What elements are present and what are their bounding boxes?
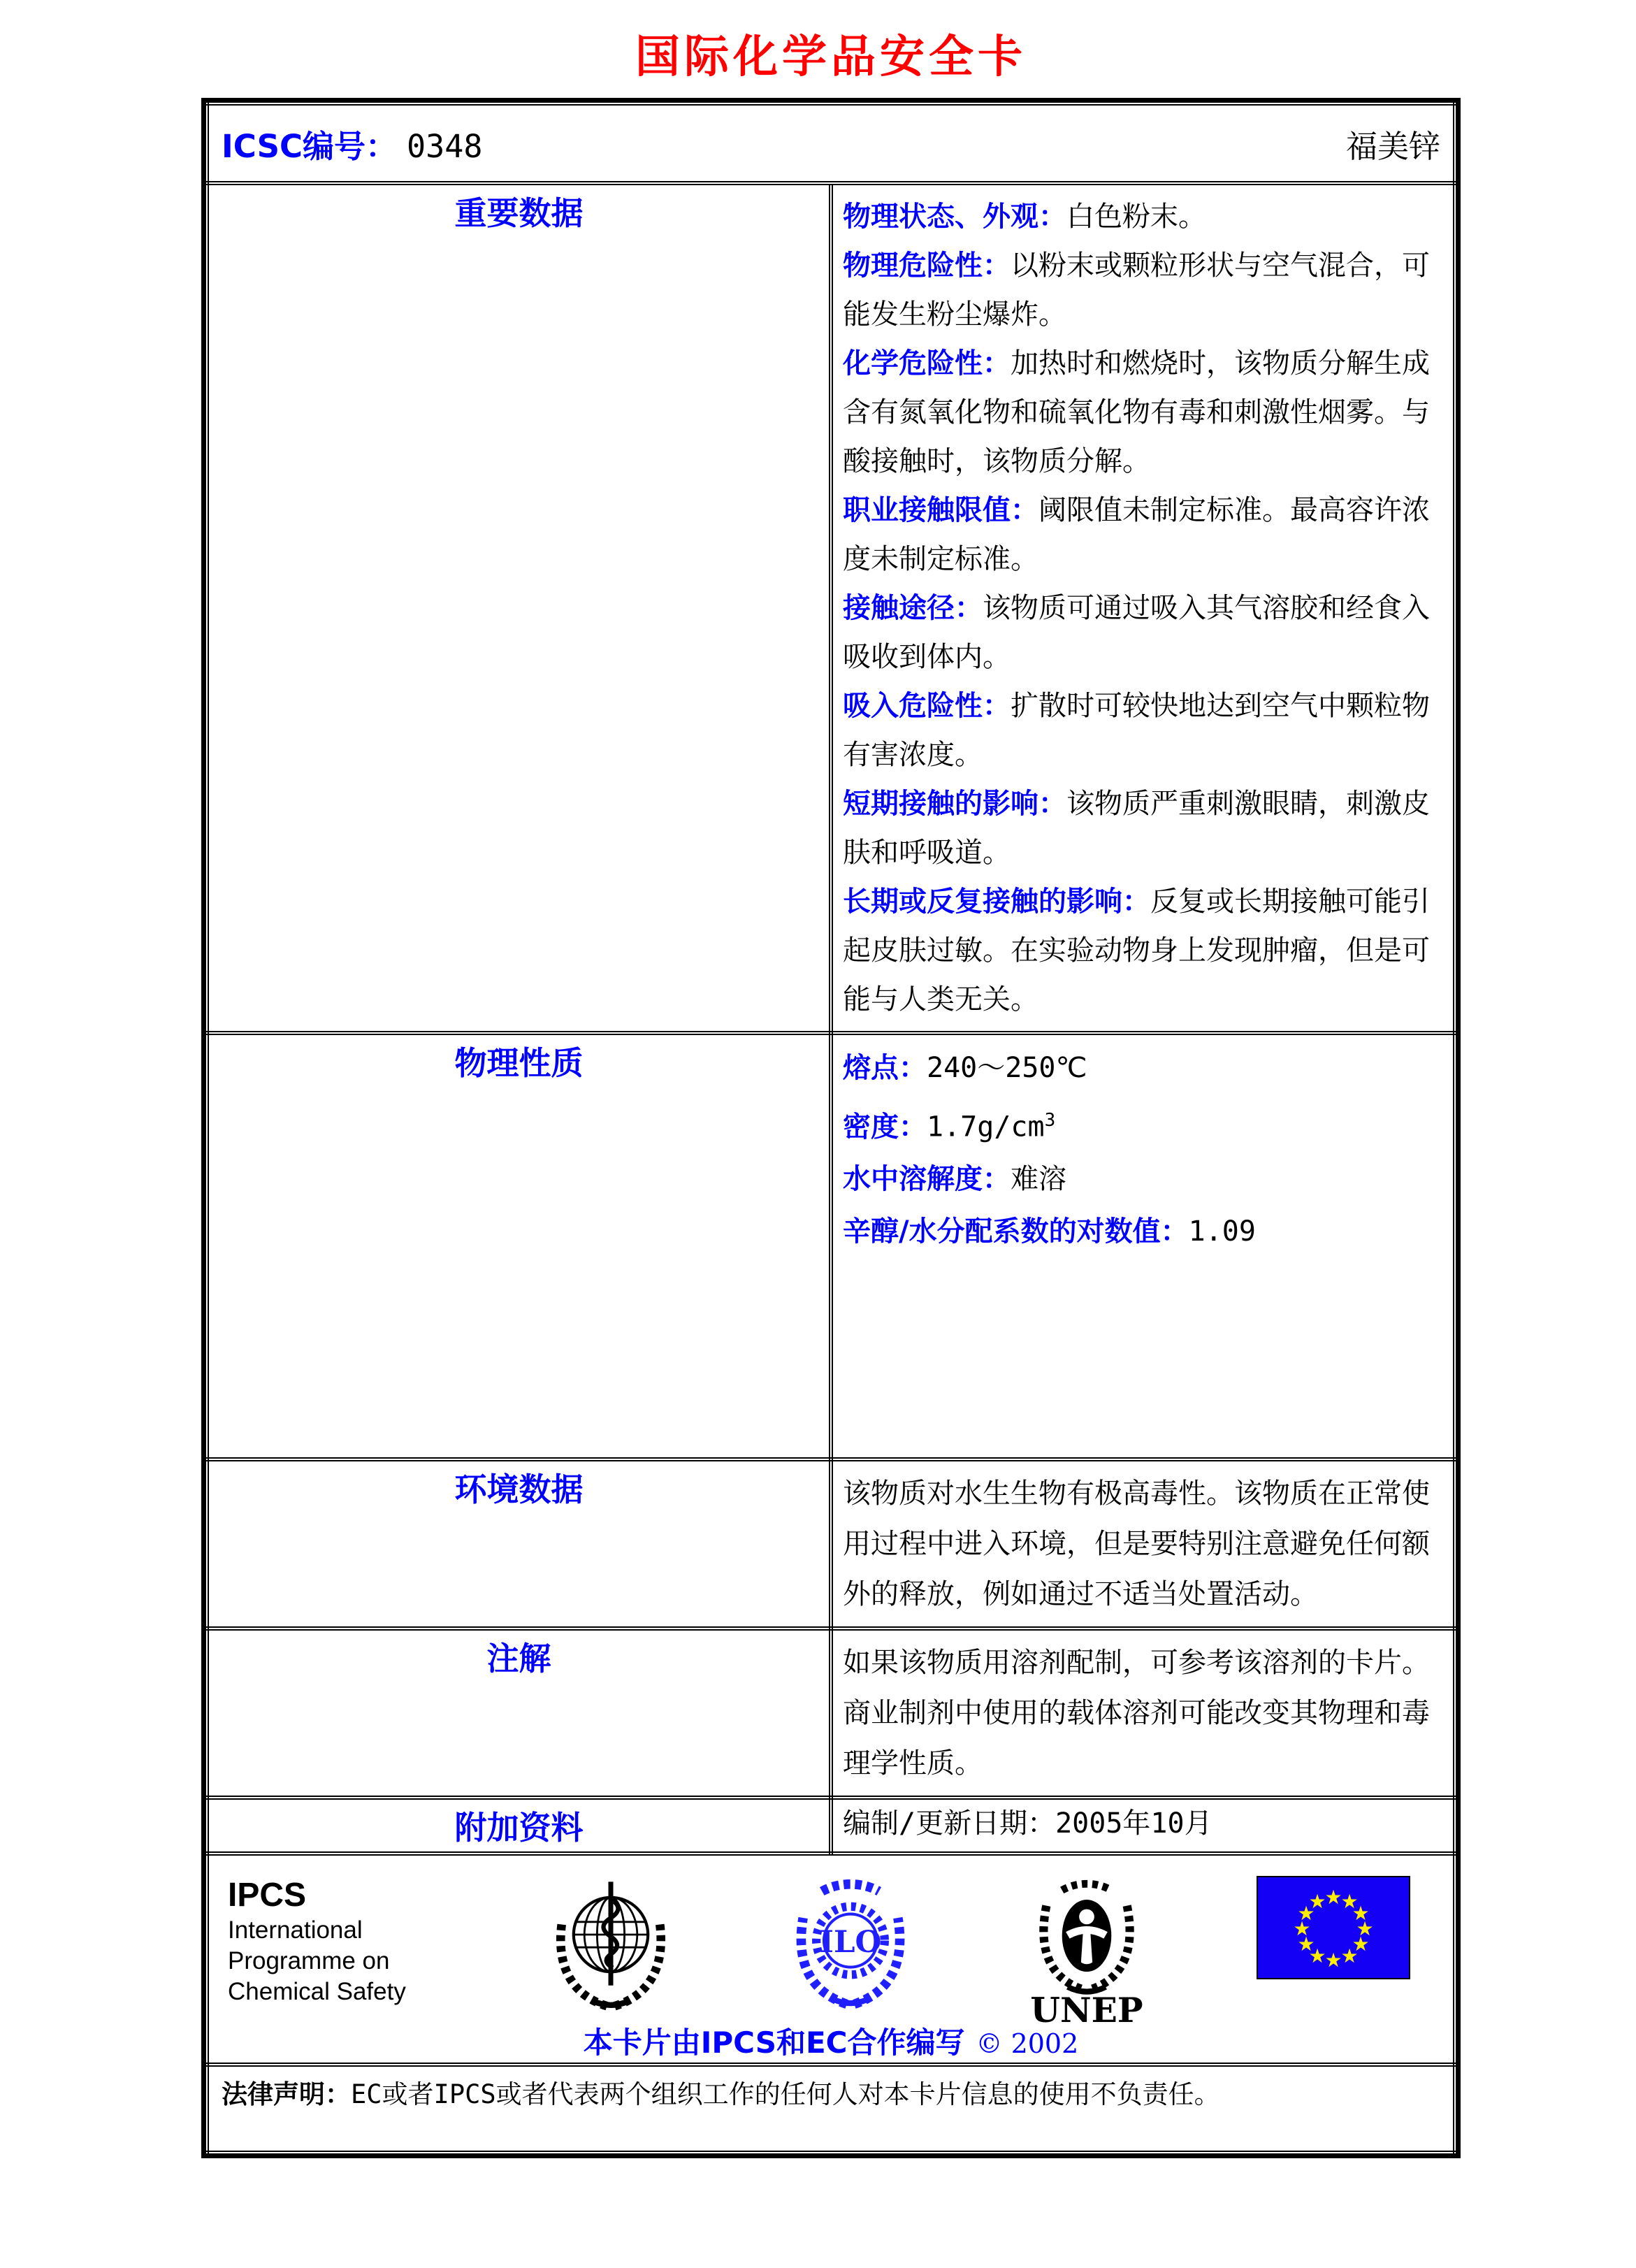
icsc-number-value: 0348: [407, 127, 483, 165]
field-value: 240～250℃: [927, 1052, 1087, 1084]
data-item: [843, 877, 1440, 1024]
field-label: 熔点：: [843, 1052, 927, 1084]
field-value: 1.09: [1188, 1215, 1256, 1248]
data-item: [843, 1153, 1440, 1206]
who-logo-icon: [541, 1876, 681, 2013]
section-label-notes: 注解: [207, 1628, 831, 1798]
unep-label: UNEP: [1030, 1990, 1143, 2030]
data-item: [843, 681, 1440, 779]
svg-text:★: ★: [1340, 1890, 1359, 1913]
field-label: 职业接触限值：: [843, 494, 1038, 526]
svg-text:★: ★: [1297, 1902, 1315, 1925]
data-item: [843, 339, 1440, 486]
field-label: 辛醇/水分配系数的对数值：: [843, 1215, 1189, 1248]
field-value: 以粉末或颗粒形状与空气混合，可能发生粉尘爆炸。: [843, 250, 1430, 331]
svg-text:★: ★: [1352, 1933, 1370, 1956]
cooperation-caption: [210, 2020, 1452, 2062]
field-label: 短期接触的影响：: [843, 788, 1066, 820]
density-superscript: 3: [1044, 1110, 1056, 1131]
ipcs-line: Programme on: [228, 1947, 390, 1974]
physical-properties-content: [831, 1033, 1455, 1459]
icsc-number-group: [222, 121, 482, 166]
field-label: 长期或反复接触的影响：: [843, 886, 1150, 918]
field-value: 扩散时可较快地达到空气中颗粒物有害浓度。: [843, 690, 1430, 771]
section-label-important-data: 重要数据: [207, 183, 831, 1033]
field-value: 白色粉末。: [1066, 201, 1206, 233]
field-value: 反复或长期接触可能引起皮肤过敏。在实验动物身上发现肿瘤，但是可能与人类无关。: [843, 886, 1430, 1016]
ilo-logo-icon: [784, 1876, 917, 2013]
ipcs-text-block: [228, 1876, 437, 2007]
field-value: 该物质可通过吸入其气溶胶和经食入吸收到体内。: [843, 592, 1430, 673]
svg-text:★: ★: [1324, 1949, 1342, 1972]
notes-row: [207, 1628, 1455, 1798]
svg-text:★: ★: [1356, 1917, 1374, 1940]
ipcs-title: IPCS: [228, 1877, 307, 1914]
svg-text:★: ★: [1308, 1890, 1326, 1913]
important-data-row: [207, 183, 1455, 1033]
environmental-data-row: [207, 1459, 1455, 1628]
svg-text:★: ★: [1340, 1944, 1359, 1967]
data-item: [843, 1042, 1440, 1095]
field-label: 吸入危险性：: [843, 690, 1011, 722]
additional-info-row: [207, 1798, 1455, 1854]
field-value: 加热时和燃烧时，该物质分解生成含有氮氧化物和硫氧化物有毒和刺激性烟雾。与酸接触时，该物质分解。: [843, 347, 1430, 477]
ipcs-line: Chemical Safety: [228, 1978, 406, 2005]
ilo-label: ILO: [819, 1923, 882, 1960]
header-row: [207, 103, 1455, 183]
data-item: [843, 1095, 1440, 1153]
copyright-text: © 2002: [976, 2028, 1079, 2059]
ipcs-line: International: [228, 1916, 363, 1944]
field-label: 接触途径：: [843, 592, 983, 624]
additional-info-text: 编制/更新日期：2005年10月: [843, 1807, 1212, 1840]
field-label: 密度：: [843, 1111, 927, 1143]
data-item: [843, 1206, 1440, 1258]
environmental-data-text: 该物质对水生生物有极高毒性。该物质在正常使用过程中进入环境，但是要特别注意避免任何额外的释放，例如通过不适当处置活动。: [843, 1478, 1430, 1610]
field-value: 该物质严重刺激眼睛，刺激皮肤和呼吸道。: [843, 788, 1430, 869]
important-data-content: [831, 183, 1455, 1033]
field-value: 难溶: [1011, 1163, 1066, 1196]
svg-text:★: ★: [1352, 1902, 1370, 1925]
unep-logo-icon: [1020, 1876, 1153, 2030]
field-value: 阈限值未制定标准。最高容许浓度未制定标准。: [843, 494, 1430, 575]
icsc-number-label: ICSC编号：: [222, 127, 398, 165]
data-item: [843, 486, 1440, 584]
icsc-table: [205, 101, 1457, 2155]
legal-row: [207, 2065, 1455, 2153]
svg-text:★: ★: [1308, 1944, 1326, 1967]
caption-text: 本卡片由IPCS和EC合作编写: [583, 2025, 965, 2060]
legal-text: EC或者IPCS或者代表两个组织工作的任何人对本卡片信息的使用不负责任。: [351, 2079, 1220, 2109]
physical-properties-row: [207, 1033, 1455, 1459]
section-label-additional-info: 附加资料: [207, 1798, 831, 1854]
page-title: 国际化学品安全卡: [635, 31, 1027, 83]
icsc-card: [201, 98, 1461, 2158]
legal-label: 法律声明：: [222, 2079, 351, 2109]
field-label: 水中溶解度：: [843, 1163, 1011, 1196]
svg-text:★: ★: [1293, 1917, 1311, 1940]
data-item: [843, 779, 1440, 877]
eu-flag-icon: [1257, 1876, 1410, 1979]
section-label-environmental-data: 环境数据: [207, 1459, 831, 1628]
field-label: 物理危险性：: [843, 250, 1011, 282]
data-item: [843, 192, 1440, 241]
field-value: 1.7g/cm: [927, 1111, 1045, 1143]
chemical-name: 福美锌: [1345, 127, 1440, 165]
section-label-physical-properties: 物理性质: [207, 1033, 831, 1459]
field-label: 物理状态、外观：: [843, 201, 1066, 233]
field-label: 化学危险性：: [843, 347, 1011, 380]
logos-row: [207, 1854, 1455, 2065]
data-item: [843, 584, 1440, 681]
notes-text: 如果该物质用溶剂配制，可参考该溶剂的卡片。商业制剂中使用的载体溶剂可能改变其物理和毒理学性质。: [843, 1647, 1430, 1779]
data-item: [843, 241, 1440, 339]
svg-text:★: ★: [1324, 1886, 1342, 1909]
svg-text:★: ★: [1297, 1933, 1315, 1956]
icsc-card-sheet: [201, 32, 1461, 2158]
